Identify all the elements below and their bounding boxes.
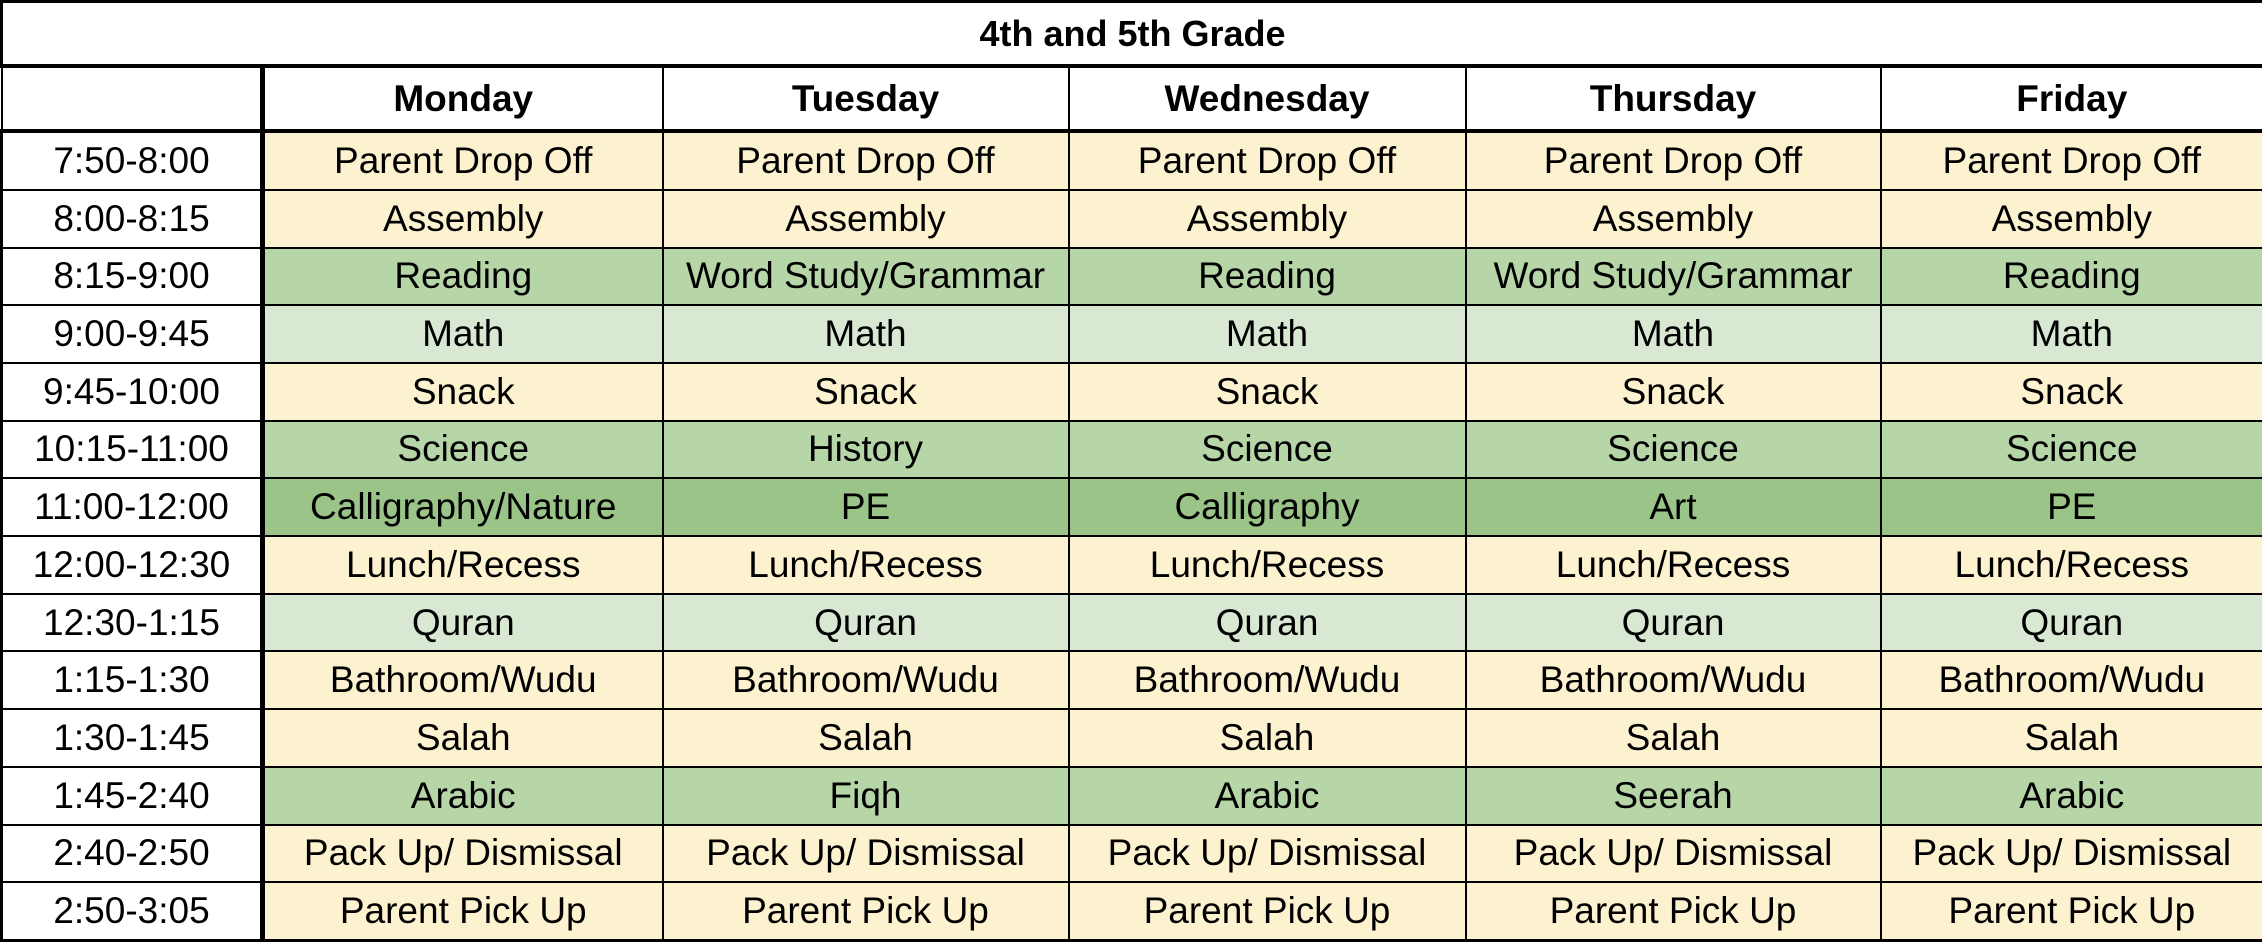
time-slot-label: 11:00-12:00 (2, 478, 263, 536)
time-slot-label: 1:30-1:45 (2, 709, 263, 767)
day-header-wednesday: Wednesday (1069, 66, 1466, 131)
schedule-cell-monday: Salah (263, 709, 663, 767)
time-slot-label: 7:50-8:00 (2, 131, 263, 190)
time-slot-row (2, 825, 2262, 883)
schedule-cell-monday: Arabic (263, 767, 663, 825)
time-slot-row (2, 248, 2262, 306)
time-slot-label: 12:30-1:15 (2, 594, 263, 652)
schedule-cell-monday: Parent Pick Up (263, 882, 663, 940)
schedule-cell-tuesday: Salah (663, 709, 1069, 767)
schedule-cell-tuesday: Fiqh (663, 767, 1069, 825)
time-slot-label: 8:00-8:15 (2, 190, 263, 248)
time-slot-row (2, 709, 2262, 767)
schedule-cell-friday: Parent Drop Off (1881, 131, 2262, 190)
schedule-cell-monday: Bathroom/Wudu (263, 651, 663, 709)
schedule-cell-friday: Bathroom/Wudu (1881, 651, 2262, 709)
schedule-cell-friday: Salah (1881, 709, 2262, 767)
schedule-cell-thursday: Math (1466, 305, 1881, 363)
time-slot-row (2, 190, 2262, 248)
schedule-cell-thursday: Parent Drop Off (1466, 131, 1881, 190)
schedule-cell-tuesday: History (663, 421, 1069, 479)
schedule-cell-tuesday: Word Study/Grammar (663, 248, 1069, 306)
schedule-cell-tuesday: Assembly (663, 190, 1069, 248)
schedule-cell-tuesday: Quran (663, 594, 1069, 652)
schedule-cell-friday: Pack Up/ Dismissal (1881, 825, 2262, 883)
schedule-cell-thursday: Salah (1466, 709, 1881, 767)
schedule-cell-tuesday: Parent Pick Up (663, 882, 1069, 940)
schedule-cell-monday: Science (263, 421, 663, 479)
schedule-cell-thursday: Word Study/Grammar (1466, 248, 1881, 306)
schedule-cell-tuesday: Pack Up/ Dismissal (663, 825, 1069, 883)
time-slot-row (2, 651, 2262, 709)
time-slot-row (2, 594, 2262, 652)
day-header-thursday: Thursday (1466, 66, 1881, 131)
schedule-cell-friday: PE (1881, 478, 2262, 536)
schedule-cell-friday: Assembly (1881, 190, 2262, 248)
schedule-cell-thursday: Science (1466, 421, 1881, 479)
time-slot-label: 1:15-1:30 (2, 651, 263, 709)
schedule-cell-wednesday: Assembly (1069, 190, 1466, 248)
day-header-monday: Monday (263, 66, 663, 131)
time-slot-label: 1:45-2:40 (2, 767, 263, 825)
title-row (2, 2, 2262, 67)
schedule-cell-friday: Parent Pick Up (1881, 882, 2262, 940)
schedule-cell-wednesday: Lunch/Recess (1069, 536, 1466, 594)
schedule-cell-tuesday: Lunch/Recess (663, 536, 1069, 594)
day-header-friday: Friday (1881, 66, 2262, 131)
day-header-tuesday: Tuesday (663, 66, 1069, 131)
schedule-cell-wednesday: Arabic (1069, 767, 1466, 825)
schedule-cell-thursday: Bathroom/Wudu (1466, 651, 1881, 709)
time-slot-label: 12:00-12:30 (2, 536, 263, 594)
schedule-cell-thursday: Seerah (1466, 767, 1881, 825)
schedule-cell-tuesday: Math (663, 305, 1069, 363)
schedule-cell-monday: Quran (263, 594, 663, 652)
schedule-cell-monday: Parent Drop Off (263, 131, 663, 190)
schedule-cell-friday: Science (1881, 421, 2262, 479)
time-slot-label: 9:45-10:00 (2, 363, 263, 421)
schedule-cell-tuesday: PE (663, 478, 1069, 536)
time-slot-label: 8:15-9:00 (2, 248, 263, 306)
schedule-cell-monday: Math (263, 305, 663, 363)
schedule-title: 4th and 5th Grade (2, 2, 2262, 67)
schedule-cell-thursday: Assembly (1466, 190, 1881, 248)
corner-cell (2, 66, 263, 131)
schedule-cell-wednesday: Quran (1069, 594, 1466, 652)
schedule-cell-friday: Quran (1881, 594, 2262, 652)
schedule-cell-wednesday: Salah (1069, 709, 1466, 767)
time-slot-row (2, 305, 2262, 363)
time-slot-row (2, 478, 2262, 536)
schedule-cell-wednesday: Bathroom/Wudu (1069, 651, 1466, 709)
schedule-cell-thursday: Pack Up/ Dismissal (1466, 825, 1881, 883)
time-slot-row (2, 131, 2262, 190)
schedule-cell-friday: Math (1881, 305, 2262, 363)
time-slot-row (2, 536, 2262, 594)
schedule-cell-thursday: Quran (1466, 594, 1881, 652)
time-slot-row (2, 363, 2262, 421)
schedule-cell-monday: Pack Up/ Dismissal (263, 825, 663, 883)
schedule-cell-tuesday: Parent Drop Off (663, 131, 1069, 190)
schedule-cell-friday: Reading (1881, 248, 2262, 306)
schedule-cell-thursday: Parent Pick Up (1466, 882, 1881, 940)
schedule-cell-wednesday: Reading (1069, 248, 1466, 306)
schedule-cell-friday: Lunch/Recess (1881, 536, 2262, 594)
schedule-cell-monday: Lunch/Recess (263, 536, 663, 594)
schedule-cell-thursday: Art (1466, 478, 1881, 536)
schedule-cell-monday: Snack (263, 363, 663, 421)
schedule-cell-tuesday: Bathroom/Wudu (663, 651, 1069, 709)
schedule-cell-wednesday: Pack Up/ Dismissal (1069, 825, 1466, 883)
schedule-cell-wednesday: Snack (1069, 363, 1466, 421)
schedule-cell-friday: Arabic (1881, 767, 2262, 825)
time-slot-row (2, 882, 2262, 940)
schedule-cell-wednesday: Science (1069, 421, 1466, 479)
schedule-cell-monday: Assembly (263, 190, 663, 248)
day-header-row (2, 66, 2262, 131)
schedule-cell-monday: Reading (263, 248, 663, 306)
schedule-cell-wednesday: Parent Drop Off (1069, 131, 1466, 190)
schedule-cell-thursday: Snack (1466, 363, 1881, 421)
time-slot-label: 2:40-2:50 (2, 825, 263, 883)
time-slot-label: 9:00-9:45 (2, 305, 263, 363)
schedule-cell-friday: Snack (1881, 363, 2262, 421)
time-slot-label: 2:50-3:05 (2, 882, 263, 940)
schedule-cell-thursday: Lunch/Recess (1466, 536, 1881, 594)
time-slot-row (2, 421, 2262, 479)
schedule-cell-tuesday: Snack (663, 363, 1069, 421)
schedule-cell-wednesday: Parent Pick Up (1069, 882, 1466, 940)
schedule-cell-wednesday: Calligraphy (1069, 478, 1466, 536)
schedule-cell-monday: Calligraphy/Nature (263, 478, 663, 536)
time-slot-label: 10:15-11:00 (2, 421, 263, 479)
schedule-cell-wednesday: Math (1069, 305, 1466, 363)
time-slot-row (2, 767, 2262, 825)
